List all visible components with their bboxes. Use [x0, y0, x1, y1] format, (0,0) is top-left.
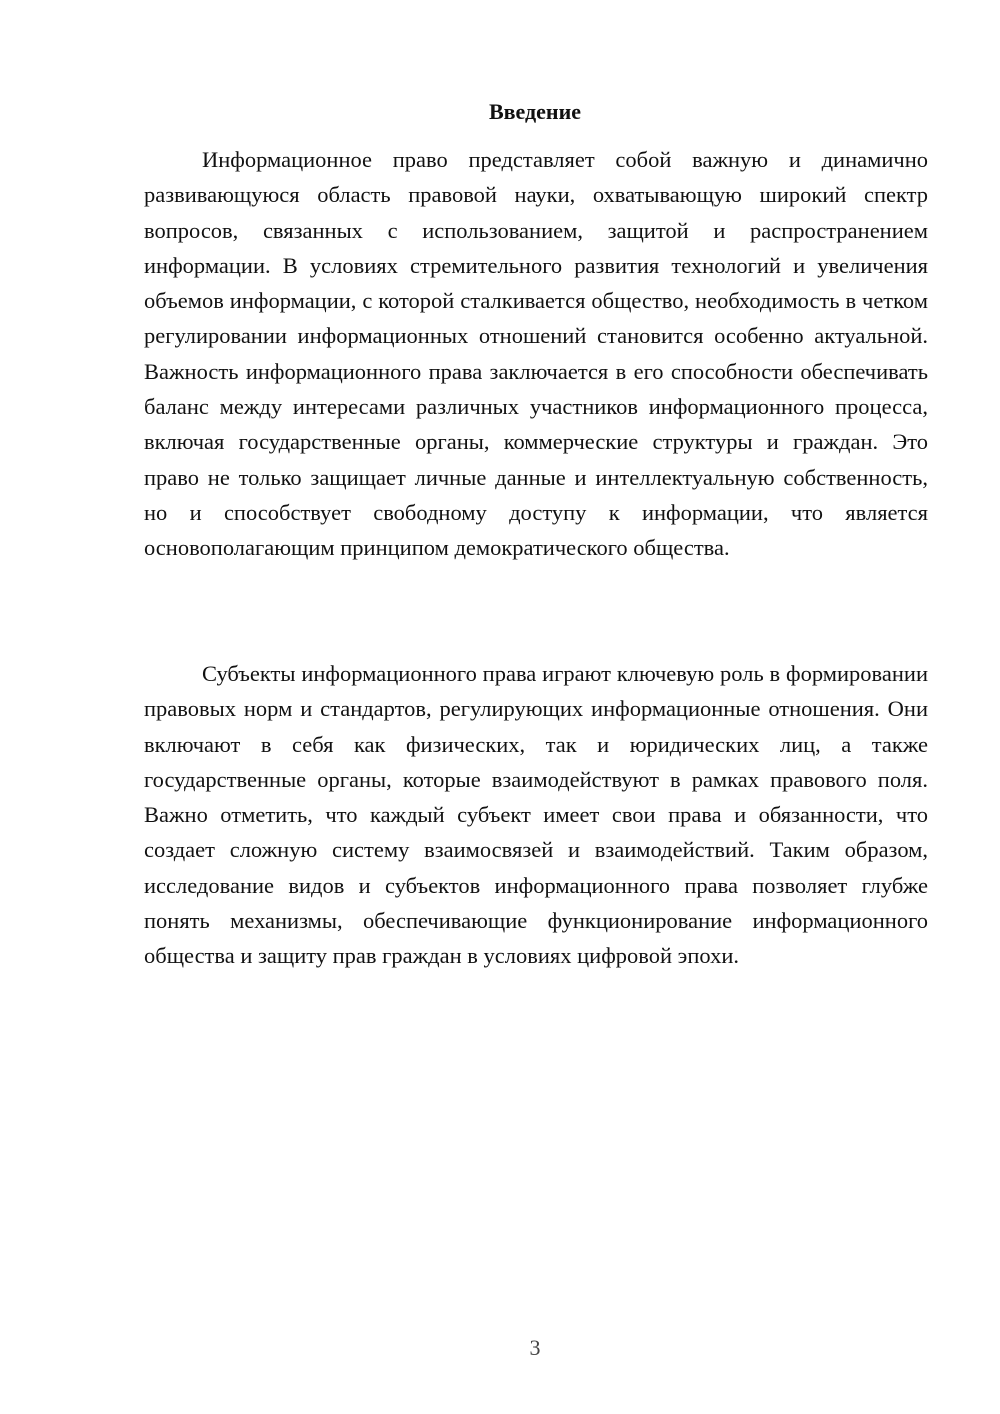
page-number: 3 [529, 1335, 541, 1360]
paragraph-2: Субъекты информационного права играют ключевую роль в формировании правовых норм и стандартов, регулирующих информационные отношения. Они включают в себя как физических, так и юридических лиц, а также государственные органы, которые взаимодействуют в рамках правового поля. Важно отметить, что каждый субъект имеет свои права и обязанности, что создает сложную систему взаимосвязей и взаимодействий. Таким образом, исследование видов и субъектов информационного права позволяет глубже понять механизмы, обеспечивающие функционирование информационного общества и защиту прав граждан в условиях цифровой эпохи. [144, 661, 928, 969]
section-title: Введение [488, 99, 582, 124]
paragraph-1: Информационное право представляет собой важную и динамично развивающуюся область правовой науки, охватывающую широкий спектр вопросов, связанных с использованием, защитой и распространением информации. В условиях стремительного развития технологий и увеличения объемов информации, с которой сталкивается общество, необходимость в четком регулировании информационных отношений становится особенно актуальной. Важность информационного права заключается в его способности обеспечивать баланс между интересами различных участников информационного процесса, включая государственные органы, коммерческие структуры и граждан. Это право не только защищает личные данные и интеллектуальную собственность, но и способствует свободному доступу к информации, что является основополагающим принципом демократического общества. [144, 147, 928, 561]
